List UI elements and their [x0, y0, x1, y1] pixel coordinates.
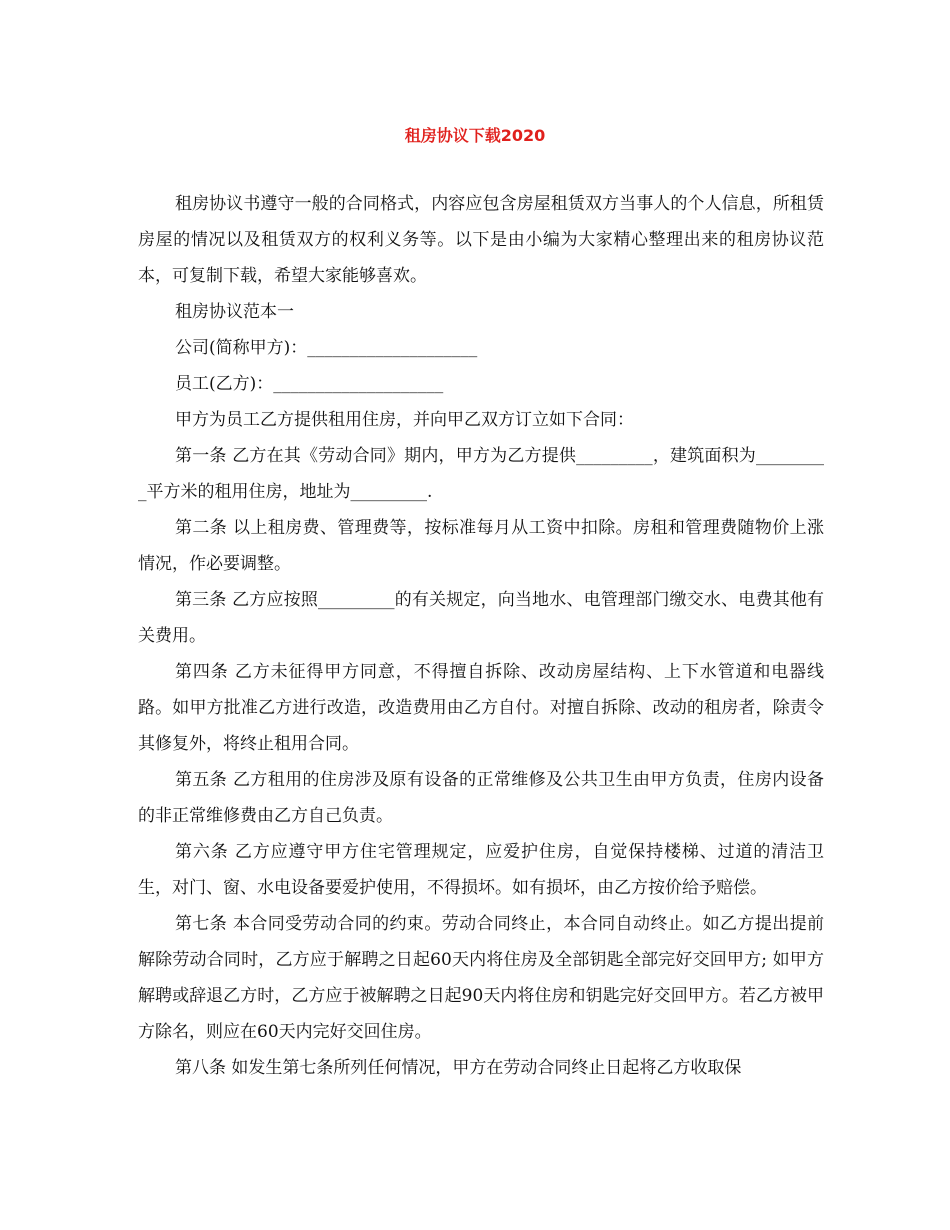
paragraph-article-1: 第一条 乙方在其《劳动合同》期内，甲方为乙方提供_________，建筑面积为_________平方米的租用住房，地址为_________. — [138, 446, 824, 502]
paragraph-preamble: 甲方为员工乙方提供租用住房，并向甲乙双方订立如下合同： — [175, 410, 634, 430]
paragraph-template-heading: 租房协议范本一 — [175, 302, 294, 322]
paragraph-article-4: 第四条 乙方未征得甲方同意，不得擅自拆除、改动房屋结构、上下水管道和电器线路。如甲方批准乙方进行改造，改造费用由乙方自付。对擅自拆除、改动的租房者，除责令其修复外，将终止租用合同。 — [138, 662, 824, 754]
paragraph-article-2: 第二条 以上租房费、管理费等，按标准每月从工资中扣除。房租和管理费随物价上涨情况，作必要调整。 — [138, 518, 824, 574]
document-title: 租房协议下载2020 — [404, 126, 546, 145]
paragraph-article-3: 第三条 乙方应按照_________的有关规定，向当地水、电管理部门缴交水、电费其他有关费用。 — [138, 590, 824, 646]
paragraph-party-a: 公司(简称甲方)：____________________ — [175, 338, 478, 358]
paragraph-article-5: 第五条 乙方租用的住房涉及原有设备的正常维修及公共卫生由甲方负责，住房内设备的非正常维修费由乙方自己负责。 — [138, 770, 824, 826]
paragraph-intro: 租房协议书遵守一般的合同格式，内容应包含房屋租赁双方当事人的个人信息，所租赁房屋的情况以及租赁双方的权利义务等。以下是由小编为大家精心整理出来的租房协议范本，可复制下载，希望大家能够喜欢。 — [138, 194, 824, 286]
paragraph-article-8: 第八条 如发生第七条所列任何情况，甲方在劳动合同终止日起将乙方收取保 — [175, 1058, 742, 1078]
document-body — [138, 186, 824, 1086]
paragraph-party-b: 员工(乙方)：____________________ — [175, 374, 444, 394]
paragraph-article-6: 第六条 乙方应遵守甲方住宅管理规定，应爱护住房，自觉保持楼梯、过道的清洁卫生，对门、窗、水电设备要爱护使用，不得损坏。如有损坏，由乙方按价给予赔偿。 — [138, 842, 824, 898]
paragraph-article-7: 第七条 本合同受劳动合同的约束。劳动合同终止，本合同自动终止。如乙方提出提前解除劳动合同时，乙方应于解聘之日起60天内将住房及全部钥匙全部完好交回甲方; 如甲方解聘或辞退乙方时，乙方应于被解聘之日起90天内将住房和钥匙完好交回甲方。若乙方被甲方除名，则应在60天内完好交回住房。 — [138, 914, 824, 1042]
